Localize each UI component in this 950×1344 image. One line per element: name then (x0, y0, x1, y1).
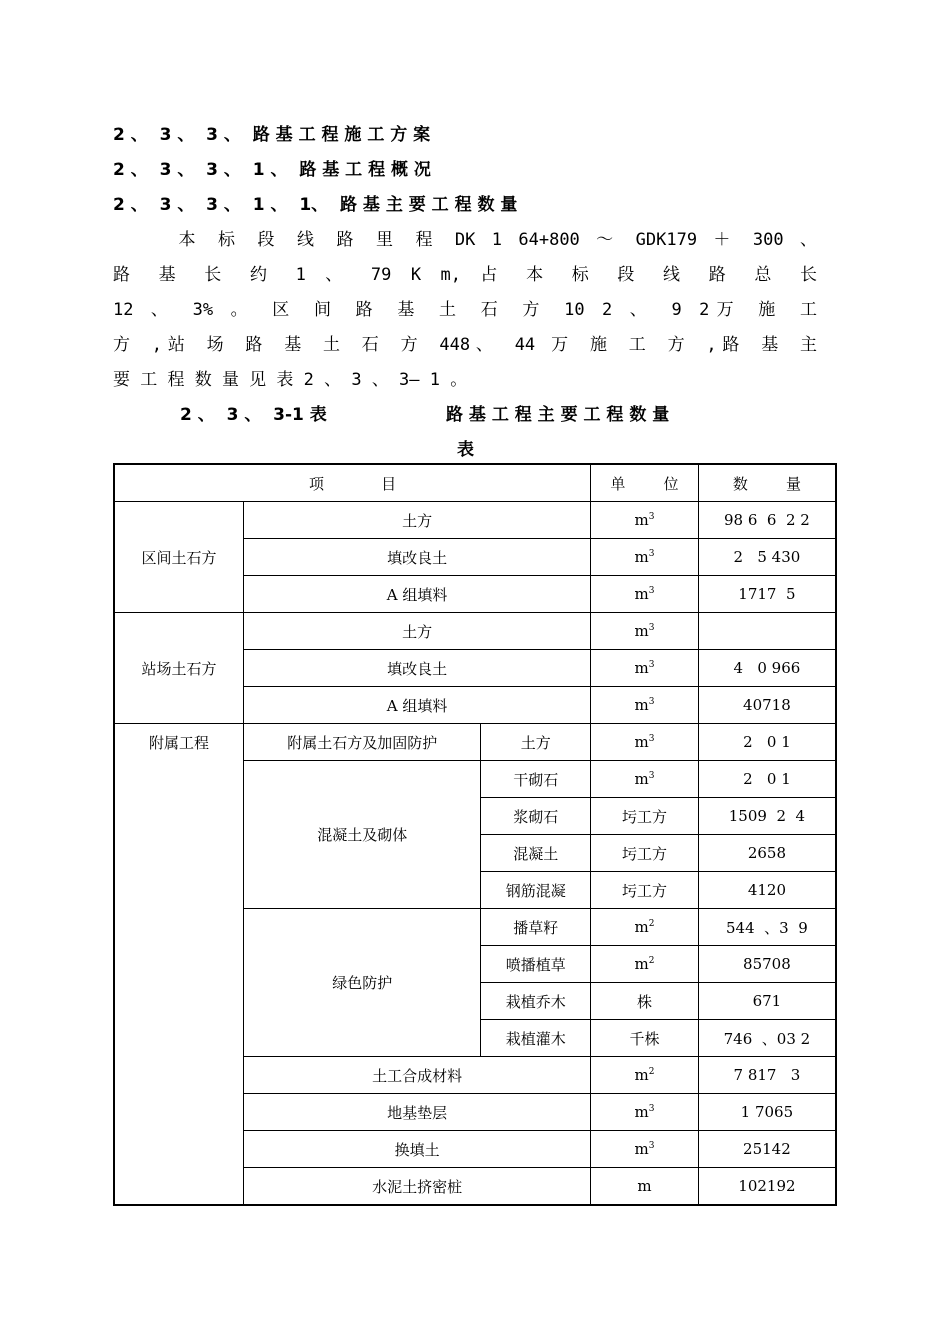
group-cell: 附属土石方及加固防护 (244, 724, 481, 761)
unit-cell: $m^3$ (591, 687, 699, 724)
qty-cell: 1 7065 (698, 1094, 836, 1131)
item-cell: 水泥土挤密桩 (244, 1168, 591, 1206)
section-qujian: 区间土石方 (114, 502, 244, 613)
qty-cell: 98 6 6 2 2 (698, 502, 836, 539)
group-cell: 混凝土及砌体 (244, 761, 481, 909)
unit-cell: $m^2$ (591, 909, 699, 946)
item-cell: 播草籽 (481, 909, 591, 946)
table-header-row (114, 464, 836, 502)
unit-cell: 圬工方 (591, 835, 699, 872)
qty-cell: 85708 (698, 946, 836, 983)
item-cell: 喷播植草 (481, 946, 591, 983)
unit-cell: $m^3$ (591, 650, 699, 687)
item-cell: 土工合成材料 (244, 1057, 591, 1094)
table-row (114, 724, 836, 761)
section-fushu: 附属工程 (114, 724, 244, 1206)
unit-cell: $m^3$ (591, 502, 699, 539)
header-item: 项 目 (114, 464, 591, 502)
unit-cell: 圬工方 (591, 872, 699, 909)
item-cell: A 组填料 (244, 576, 591, 613)
qty-cell: 7 817 3 (698, 1057, 836, 1094)
quantity-table (113, 463, 837, 1206)
item-cell: 土方 (481, 724, 591, 761)
qty-cell: 1717 5 (698, 576, 836, 613)
unit-cell: m (591, 1168, 699, 1206)
paragraph-line: 12 、 3% 。 区 间 路 基 土 石 方 10 2 、 9 2万 施 工 (113, 300, 817, 320)
unit-cell: $m^3$ (591, 613, 699, 650)
item-cell: 土方 (244, 613, 591, 650)
qty-cell: 746 、03 2 (698, 1020, 836, 1057)
unit-cell: 千株 (591, 1020, 699, 1057)
header-unit: 单 位 (591, 464, 699, 502)
heading-2-3-3-1: 2 、 3 、 3 、 1 、 路 基 工 程 概 况 (113, 160, 431, 180)
heading-2-3-3-1-1: 2 、 3 、 3 、 1 、 1、 路 基 主 要 工 程 数 量 (113, 195, 518, 215)
unit-cell: $m^3$ (591, 576, 699, 613)
item-cell: 土方 (244, 502, 591, 539)
qty-cell: 2 5 430 (698, 539, 836, 576)
table-number: 2 、 3 、 3-1 表 (180, 405, 327, 425)
item-cell: 换填土 (244, 1131, 591, 1168)
qty-cell: 2 0 1 (698, 724, 836, 761)
unit-cell: 圬工方 (591, 798, 699, 835)
item-cell: 地基垫层 (244, 1094, 591, 1131)
qty-cell: 544 、3 9 (698, 909, 836, 946)
unit-cell: $m^3$ (591, 1131, 699, 1168)
item-cell: 干砌石 (481, 761, 591, 798)
unit-cell: $m^3$ (591, 1094, 699, 1131)
group-cell: 绿色防护 (244, 909, 481, 1057)
paragraph-line: 要 工 程 数 量 见 表 2 、 3 、 3— 1 。 (113, 370, 468, 390)
item-cell: 浆砌石 (481, 798, 591, 835)
table-title: 路 基 工 程 主 要 工 程 数 量 (446, 405, 670, 425)
qty-cell: 2658 (698, 835, 836, 872)
qty-cell: 671 (698, 983, 836, 1020)
item-cell: 填改良土 (244, 539, 591, 576)
unit-cell: $m^3$ (591, 539, 699, 576)
table-row (114, 613, 836, 650)
unit-cell: $m^2$ (591, 1057, 699, 1094)
item-cell: 栽植灌木 (481, 1020, 591, 1057)
unit-cell: $m^3$ (591, 724, 699, 761)
qty-cell: 102192 (698, 1168, 836, 1206)
paragraph-line: 本 标 段 线 路 里 程 DK 1 64+800 ～ GDK179 ＋ 300 、 (113, 230, 817, 250)
heading-2-3-3: 2 、 3 、 3 、 路 基 工 程 施 工 方 案 (113, 125, 431, 145)
qty-cell: 40718 (698, 687, 836, 724)
item-cell: 填改良土 (244, 650, 591, 687)
qty-cell: 1509 2 4 (698, 798, 836, 835)
unit-cell: $m^3$ (591, 761, 699, 798)
header-qty: 数 量 (698, 464, 836, 502)
qty-cell: 4 0 966 (698, 650, 836, 687)
qty-cell: 4120 (698, 872, 836, 909)
section-zhanchang: 站场土石方 (114, 613, 244, 724)
unit-cell: 株 (591, 983, 699, 1020)
item-cell: 混凝土 (481, 835, 591, 872)
unit-cell: $m^2$ (591, 946, 699, 983)
item-cell: 栽植乔木 (481, 983, 591, 1020)
qty-cell (698, 613, 836, 650)
qty-cell: 25142 (698, 1131, 836, 1168)
paragraph-line: 方 ,站 场 路 基 土 石 方 448、 44 万 施 工 方 ,路 基 主 (113, 335, 817, 355)
item-cell: 钢筋混凝 (481, 872, 591, 909)
table-title-cont: 表 (457, 440, 474, 460)
table-row (114, 502, 836, 539)
paragraph-line: 路 基 长 约 1 、 79 K m, 占 本 标 段 线 路 总 长 (113, 265, 817, 285)
qty-cell: 2 0 1 (698, 761, 836, 798)
item-cell: A 组填料 (244, 687, 591, 724)
